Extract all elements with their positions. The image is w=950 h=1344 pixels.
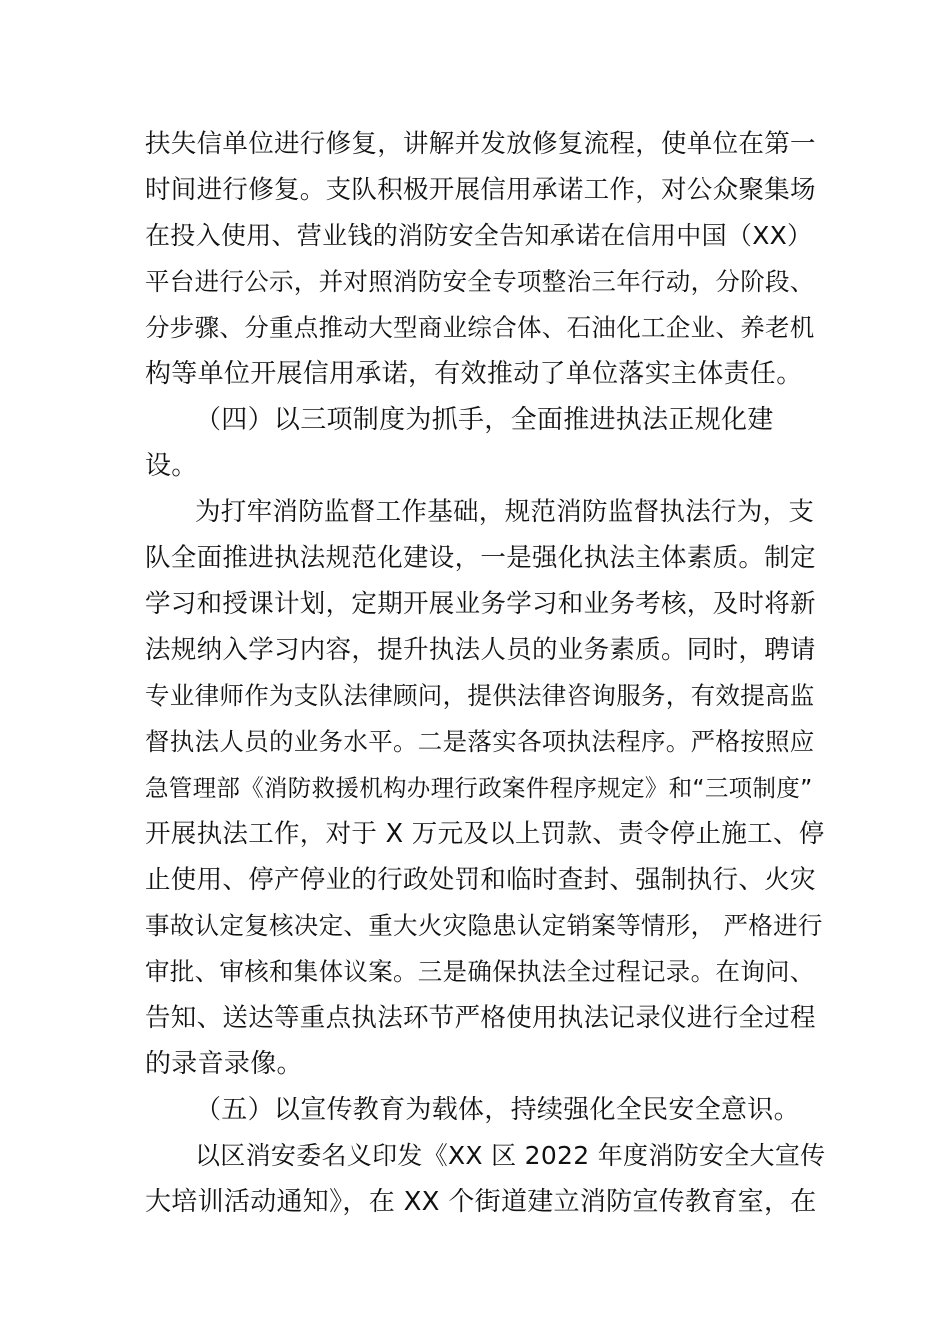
text-line: 平台进行公示，并对照消防安全专项整治三年行动，分阶段、	[145, 267, 815, 296]
text-line: 急管理部《消防救援机构办理行政案件程序规定》和“三项制度”	[145, 774, 813, 802]
text-line: 大培训活动通知》，在 XX 个街道建立消防宣传教育室，在	[145, 1187, 817, 1217]
text-line: 审批、审核和集体议案。三是确保执法全过程记录。在询问、	[145, 957, 815, 986]
text-line: 开展执法工作，对于 X 万元及以上罚款、责令停止施工、停	[145, 819, 825, 849]
text-line: 学习和授课计划，定期开展业务学习和业务考核，及时将新	[145, 589, 816, 619]
text-line: 时间进行修复。支队积极开展信用承诺工作，对公众聚集场	[145, 175, 816, 205]
text-line: 告知、送达等重点执法环节严格使用执法记录仪进行全过程	[145, 1003, 816, 1033]
text-line: 事故认定复核决定、重大火灾隐患认定销案等情形， 严格进行	[145, 911, 823, 940]
text-line: （四）以三项制度为抓手，全面推进执法正规化建	[195, 405, 774, 435]
text-line: （五）以宣传教育为载体，持续强化全民安全意识。	[195, 1095, 800, 1125]
text-line: 设。	[145, 451, 198, 481]
text-line: 扶失信单位进行修复，讲解并发放修复流程，使单位在第一	[145, 129, 816, 159]
text-line: 分步骤、分重点推动大型商业综合体、石油化工企业、养老机	[145, 313, 815, 342]
text-line: 以区消安委名义印发《XX 区 2022 年度消防安全大宣传	[195, 1141, 826, 1170]
text-line: 督执法人员的业务水平。二是落实各项执法程序。严格按照应	[145, 727, 815, 756]
text-line: 构等单位开展信用承诺，有效推动了单位落实主体责任。	[145, 359, 803, 389]
text-line: 法规纳入学习内容，提升执法人员的业务素质。同时，聘请	[145, 635, 816, 665]
text-line: 的录音录像。	[145, 1049, 303, 1079]
text-line: 队全面推进执法规范化建设，一是强化执法主体素质。制定	[145, 543, 816, 573]
text-line: 专业律师作为支队法律顾问，提供法律咨询服务，有效提高监	[145, 681, 815, 710]
text-line: 止使用、停产停业的行政处罚和临时查封、强制执行、火灾	[145, 865, 816, 895]
text-line: 在投入使用、营业钱的消防安全告知承诺在信用中国（XX）	[145, 221, 813, 250]
body-text	[145, 121, 825, 1225]
text-line: 为打牢消防监督工作基础，规范消防监督执法行为，支	[195, 497, 815, 527]
